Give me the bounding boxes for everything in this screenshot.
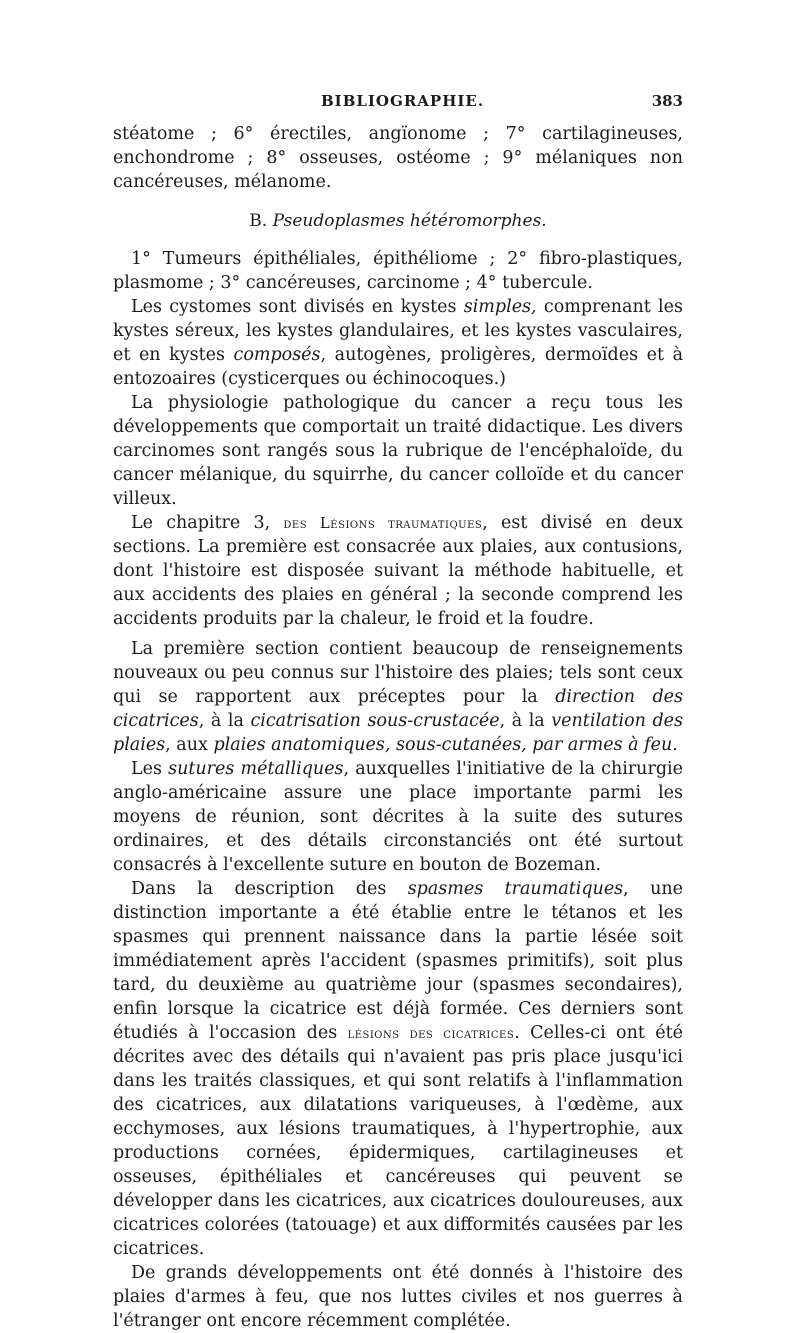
small-caps-title: lésions des cicatrices bbox=[347, 1024, 515, 1042]
italic-term: sutures métalliques bbox=[168, 759, 344, 779]
text-run: , est divisé en deux sections. La première est consacrée aux plaies, aux contusions, dont l'histoire est disposée suivant la méthode habituelle, et aux accidents des plaies en général ; la seconde comprend les accidents produits par la chaleur, le froid et la foudre. bbox=[113, 513, 683, 629]
paragraph-heteromorphic-tumors: 1° Tumeurs épithéliales, épithéliome ; 2° fibro-plastiques, plasmome ; 3° cancéreuses, carcinome ; 4° tubercule. bbox=[113, 249, 683, 293]
paragraph-metallic-sutures bbox=[113, 757, 683, 877]
section-heading bbox=[113, 209, 683, 233]
paragraph-chapter-3 bbox=[113, 511, 683, 631]
section-heading-title: Pseudoplasmes hétéromorphes. bbox=[272, 211, 547, 231]
italic-term: ventilation des plaies bbox=[113, 711, 684, 755]
text-run: , aux bbox=[165, 735, 214, 755]
page-header bbox=[113, 92, 683, 118]
text-run: comprenant les kystes séreux, les kystes glandulaires, et les kystes vasculaires, et en kystes bbox=[113, 297, 683, 365]
paragraph-gunshot-wounds: De grands développements ont été donnés à l'histoire des plaies d'armes à feu, que nos luttes civiles et nos guerres à l'étranger ont encore récemment complétée. bbox=[113, 1263, 683, 1331]
text-run: , une distinction importante a été établie entre le tétanos et les spasmes qui prennent naissance dans la partie lésée soit immédiatement après l'accident (spasmes primitifs), soit plus tard, du deuxième au quatrième jour (spasmes secondaires), enfin lorsque la cicatrice est déjà formée. Ces derniers sont étudiés à l'occasion des bbox=[113, 879, 683, 1043]
text-run: , autogènes, proligères, dermoïdes et à entozoaires (cysticerques ou échinocoques.) bbox=[113, 345, 684, 389]
italic-term: direction des cicatrices bbox=[113, 687, 683, 731]
paragraph-traumatic-spasms bbox=[113, 877, 683, 1261]
section-heading-label: B. bbox=[249, 211, 268, 231]
text-run: Le chapitre 3, bbox=[131, 513, 284, 533]
italic-term: simples, bbox=[463, 297, 537, 317]
text-run: , à la bbox=[499, 711, 552, 731]
text-run: La première section contient beaucoup de renseignements nouveaux ou peu connus sur l'histoire des plaies; tels sont ceux qui se rapportent aux préceptes pour la bbox=[113, 639, 683, 707]
text-run: , à la bbox=[198, 711, 251, 731]
paragraph-tumor-list-continuation: stéatome ; 6° érectiles, angïonome ; 7° cartilagineuses, enchondrome ; 8° osseuses, ostéome ; 9° mélaniques non cancéreuses, mélanome. bbox=[113, 124, 683, 192]
italic-term: spasmes traumatiques bbox=[407, 879, 624, 899]
text-run: Les bbox=[131, 759, 169, 779]
small-caps-title: des Lésions traumatiques bbox=[283, 514, 483, 532]
text-run: . Celles-ci ont été décrites avec des détails qui n'avaient pas pris place jusqu'ici dans les traités classiques, et qui sont relatifs à l'inflammation des cicatrices, aux dilatations variqueuses, à l'œdème, aux ecchymoses, aux lésions traumatiques, à l'hypertrophie, aux productions cornées, épidermiques, cartilagineuses et osseuses, épithéliales et cancéreuses qui peuvent se développer dans les cicatrices, aux cicatrices douloureuses, aux cicatrices colorées (tatouage) et aux difformités causées par les cicatrices. bbox=[113, 1023, 683, 1259]
running-title: BIBLIOGRAPHIE. bbox=[321, 92, 485, 110]
italic-term: cicatrisation sous-crustacée bbox=[250, 711, 500, 731]
paragraph-cancer-physiology: La physiologie pathologique du cancer a reçu tous les développements que comportait un traité didactique. Les divers carcinomes sont rangés sous la rubrique de l'encéphaloïde, du cancer mélanique, du squirrhe, du cancer colloïde et du cancer villeux. bbox=[113, 393, 683, 509]
italic-term: plaies anatomiques, sous-cutanées, par armes à feu. bbox=[213, 735, 678, 755]
italic-term: composés bbox=[233, 345, 321, 365]
book-page bbox=[113, 92, 683, 1333]
paragraph-cystomes bbox=[113, 295, 683, 391]
page-number: 383 bbox=[651, 92, 683, 110]
text-run: , auxquelles l'initiative de la chirurgie anglo-américaine assure une place importante parmi les moyens de réunion, sont décrites à la suite des sutures ordinaires, et des détails circonstanciés ont été surtout consacrés à l'excellente suture en bouton de Bozeman. bbox=[113, 759, 683, 875]
text-run: Les cystomes sont divisés en kystes bbox=[131, 297, 464, 317]
paragraph-first-section bbox=[113, 637, 683, 757]
text-run: Dans la description des bbox=[131, 879, 408, 899]
